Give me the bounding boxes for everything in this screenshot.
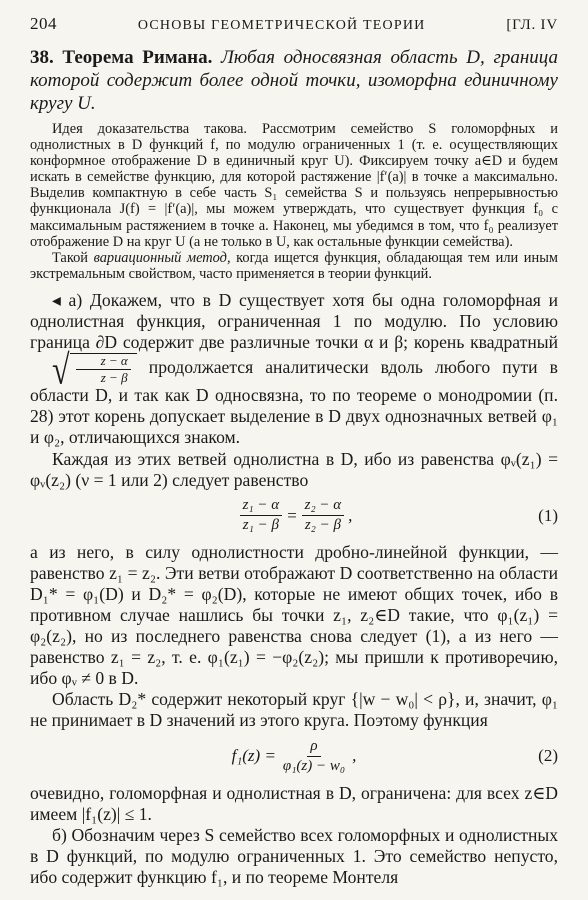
theorem-name: Теорема Римана. (62, 47, 213, 68)
running-header (30, 14, 558, 34)
proof-part-b: б) Обозначим через S семейство всех голоморфных и однолистных в D функций, по модулю ограниченных 1. Это семейство непусто, ибо содержит функцию f₁, и по теореме Монтеля (30, 824, 558, 887)
radicand-fraction (76, 354, 131, 385)
theorem-number: 38. (30, 47, 54, 68)
radical-sign: √ (52, 345, 70, 393)
radicand-numerator: z − α (76, 354, 131, 370)
proof-part-a (30, 290, 558, 449)
running-title: ОСНОВЫ ГЕОМЕТРИЧЕСКОЙ ТЕОРИИ (137, 18, 426, 33)
sqrt-expression (30, 345, 137, 393)
theorem-text: Любая односвязная область D, граница которой содержит более одной точки, изоморфна единичному кругу U. (30, 47, 559, 114)
proof-a-text-1: ◂ а) Докажем, что в D существует хотя бы одна голоморфная и однолистная функция, ограниченная 1 по модулю. По условию граница ∂D содержит две различные точки α и β; корень квадратный (30, 289, 558, 353)
theorem-statement (30, 46, 558, 115)
formula-1-comma: , (348, 505, 353, 525)
proof-a-text-2: продолжается аналитически вдоль любого пути в области D, и так как D односвязна, то по теореме о монодромии (п. 28) этот корень допускает выделение в D двух однозначных ветвей φ₁ и φ₂, отличающихся знаком. (30, 357, 558, 448)
proof-paragraph-branches: Каждая из этих ветвей однолистна в D, ибо из равенства φᵥ(z₁) = φᵥ(z₂) (ν = 1 или 2) следует равенство (30, 448, 558, 490)
equation-number-2: (2) (538, 746, 558, 766)
variational-rest: когда ищется функция, обладающая тем или иным экстремальным свойством, часто применяется в теории функций. (30, 249, 558, 282)
proof-paragraph-bounded: очевидно, голоморфная и однолистная в D, ограничена: для всех z∈D имеем |f₁(z)| ≤ 1. (30, 782, 558, 824)
proof-body (30, 290, 558, 888)
formula-1-equals: = (286, 505, 298, 525)
formula-2-fraction (280, 738, 348, 775)
page-number: 204 (30, 14, 57, 33)
proof-paragraph-regions: а из него, в силу однолистности дробно-линейной функции, — равенство z₁ = z₂. Эти ветви отображают D соответственно на области D₁* = φ₁(D) и D₂* = φ₂(D), которые не имеют общих точек, ибо в противном случае нашлись бы точки z₁, z₂∈D такие, что φ₁(z₁) = φ₂(z₂), но из последнего равенства снова следует (1), а из него — равенство z₁ = z₂, т. е. φ₁(z₁) = −φ₂(z₂); мы пришли к противоречию, ибо φᵥ ≠ 0 в D. (30, 541, 558, 689)
formula-2-den: φ₁(z) − w₀ (282, 757, 346, 774)
formula-1-right-num: z₂ − α (302, 497, 345, 516)
formula-1-right-den: z₂ − β (304, 516, 341, 533)
formula-1-left (240, 497, 283, 534)
variational-term: вариационный метод, (93, 249, 231, 266)
formula-2 (30, 738, 558, 775)
formula-1-left-den: z₁ − β (242, 516, 279, 533)
formula-2-num: ρ (307, 738, 320, 757)
radicand-denominator: z − β (100, 370, 128, 386)
proof-idea (30, 121, 558, 282)
variational-lead: Такой (52, 249, 88, 266)
idea-paragraph: Идея доказательства такова. Рассмотрим семейство S голоморфных и однолистных в D функций f, по модулю ограниченных 1 (т. е. осуществляющих конформное отображение D в единичный круг U). Фиксируем точку a∈D и будем искать в семействе функцию, для которой растяжение |f′(a)| в точке a максимально. Выделив компактную в себе часть S₁ семейства S и пользуясь непрерывностью функционала J(f) = |f′(a)|, мы можем утверждать, что существует функция f₀ с максимальным растяжением в точке a. Наконец, мы убедимся в том, что f₀ реализует отображение D на круг U (а не только в U, как остальные функции семейства). (30, 121, 558, 250)
formula-2-lhs: f₁(z) = (231, 746, 276, 766)
formula-1-right (302, 497, 345, 534)
proof-paragraph-disc: Область D₂* содержит некоторый круг {|w − w₀| < ρ}, и, значит, φ₁ не принимает в D значений из этого круга. Поэтому функция (30, 689, 558, 731)
variational-paragraph (30, 250, 558, 282)
radicand (70, 353, 137, 385)
equation-number-1: (1) (538, 505, 558, 525)
formula-1-left-num: z₁ − α (240, 497, 283, 516)
formula-2-comma: , (352, 746, 357, 766)
chapter-label: [ГЛ. IV (506, 17, 558, 33)
formula-1 (30, 497, 558, 534)
